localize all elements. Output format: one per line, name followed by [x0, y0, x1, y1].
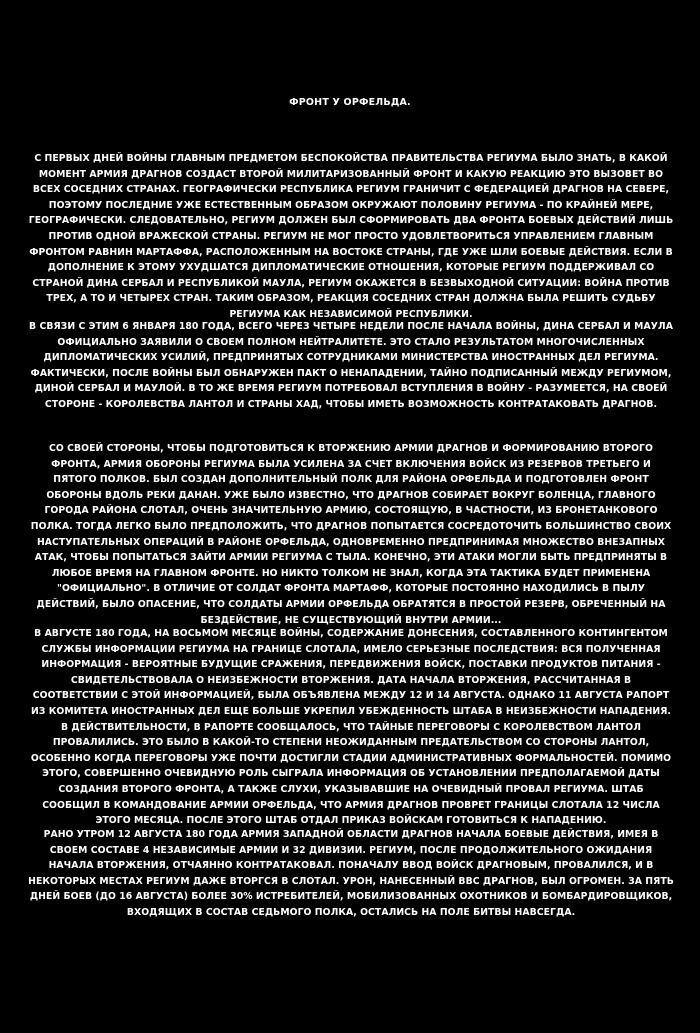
paragraph-5: РАНО УТРОМ 12 АВГУСТА 180 ГОДА АРМИЯ ЗАПАДНОЙ ОБЛАСТИ ДРАГНОВ НАЧАЛА БОЕВЫЕ ДЕЙСТВИЯ, ИМЕЯ В СВОЕМ СОСТАВЕ 4 НЕЗАВИСИМЫЕ АРМИИ И 32 ДИВИЗИИ. РЕГИУМ, ПОСЛЕ ПРОДОЛЖИТЕЛЬНОГО ОЖИДАНИЯ НАЧАЛА ВТОРЖЕНИЯ, ОТЧАЯННО КОНТРАТАКОВАЛ. ПОНАЧАЛУ ВВОД ВОЙСК ДРАГНОВЫМ, ПРОВАЛИЛСЯ, И В НЕКОТОРЫХ МЕСТАХ РЕГИУМ ДАЖЕ ВТОРГСЯ В СЛОТАЛ. УРОН, НАНЕСЕННЫЙ ВВС ДРАГНОВ, БЫЛ ОГРОМЕН. ЗА ПЯТЬ ДНЕЙ БОЕВ (ДО 16 АВГУСТА) БОЛЕЕ 30% ИСТРЕБИТЕЛЕЙ, МОБИЛИЗОВАННЫХ ОХОТНИКОВ И БОМБАРДИРОВЩИКОВ, ВХОДЯЩИХ В СОСТАВ СЕДЬМОГО ПОЛКА, ОСТАЛИСЬ НА ПОЛЕ БИТВЫ НАВСЕГДА. — [28, 829, 674, 918]
paragraph-3: СО СВОЕЙ СТОРОНЫ, ЧТОБЫ ПОДГОТОВИТЬСЯ К ВТОРЖЕНИЮ АРМИИ ДРАГНОВ И ФОРМИРОВАНИЮ ВТОРОГО ФРОНТА, АРМИЯ ОБОРОНЫ РЕГИУМА БЫЛА УСИЛЕНА ЗА СЧЕТ ВКЛЮЧЕНИЯ ВОЙСК ИЗ РЕЗЕРВОВ ТРЕТЬЕГО И ПЯТОГО ПОЛКОВ. БЫЛ СОЗДАН ДОПОЛНИТЕЛЬНЫЙ ПОЛК ДЛЯ РАЙОНА ОРФЕЛЬДА И ПОДГОТОВЛЕН ФРОНТ ОБОРОНЫ ВДОЛЬ РЕКИ ДАНАН. УЖЕ БЫЛО ИЗВЕСТНО, ЧТО ДРАГНОВ СОБИРАЕТ ВОКРУГ БОЛЕНЦА, ГЛАВНОГО ГОРОДА РАЙОНА СЛОТАЛ, ОЧЕНЬ ЗНАЧИТЕЛЬНУЮ АРМИЮ, СОСТОЯЩУЮ, В ЧАСТНОСТИ, ИЗ БРОНЕТАНКОВОГО ПОЛКА. ТОГДА ЛЕГКО БЫЛО ПРЕДПОЛОЖИТЬ, ЧТО ДРАГНОВ ПОПЫТАЕТСЯ СОСРЕДОТОЧИТЬ БОЛЬШИНСТВО СВОИХ НАСТУПАТЕЛЬНЫХ ОПЕРАЦИЙ В РАЙОНЕ ОРФЕЛЬДА, ОДНОВРЕМЕННО ПРЕДПРИНИМАЯ МНОЖЕСТВО ВНЕЗАПНЫХ АТАК, ЧТОБЫ ПОПЫТАТЬСЯ ЗАЙТИ АРМИИ РЕГИУМА С ТЫЛА. КОНЕЧНО, ЭТИ АТАКИ МОГЛИ БЫТЬ ПРЕДПРИНЯТЫ В ЛЮБОЕ ВРЕМЯ НА ГЛАВНОМ ФРОНТЕ. НО НИКТО ТОЛКОМ НЕ ЗНАЛ, КОГДА ЭТА ТАКТИКА БУДЕТ ПРИМЕНЕНА "ОФИЦИАЛЬНО". В ОТЛИЧИЕ ОТ СОЛДАТ ФРОНТА МАРТАФФ, КОТОРЫЕ ПОСТОЯННО НАХОДИЛИСЬ В ПЫЛУ ДЕЙСТВИЙ, БЫЛО ОПАСЕНИЕ, ЧТО СОЛДАТЫ АРМИИ ОРФЕЛЬДА ОБРАТЯТСЯ В ПРОСТОЙ РЕЗЕРВ, ОБРЕЧЕННЫЙ НА БЕЗДЕЙСТВИЕ, НЕ СУЩЕСТВУЮЩИЙ ВНУТРИ АРМИИ... — [30, 443, 672, 626]
paragraph-2: В СВЯЗИ С ЭТИМ 6 ЯНВАРЯ 180 ГОДА, ВСЕГО ЧЕРЕЗ ЧЕТЫРЕ НЕДЕЛИ ПОСЛЕ НАЧАЛА ВОЙНЫ, ДИНА СЕРБАЛ И МАУЛА ОФИЦИАЛЬНО ЗАЯВИЛИ О СВОЕМ ПОЛНОМ НЕЙТРАЛИТЕТЕ. ЭТО СТАЛО РЕЗУЛЬТАТОМ МНОГОЧИСЛЕННЫХ ДИПЛОМАТИЧЕСКИХ УСИЛИЙ, ПРЕДПРИНЯТЫХ СОТРУДНИКАМИ МИНИСТЕРСТВА ИНОСТРАННЫХ ДЕЛ РЕГИУМА. ФАКТИЧЕСКИ, ПОСЛЕ ВОЙНЫ БЫЛ ОБНАРУЖЕН ПАКТ О НЕНАПАДЕНИИ, ТАЙНО ПОДПИСАННЫЙ МЕЖДУ РЕГИУМОМ, ДИНОЙ СЕРБАЛ И МАУЛОЙ. В ТО ЖЕ ВРЕМЯ РЕГИУМ ПОТРЕБОВАЛ ВСТУПЛЕНИЯ В ВОЙНУ - РАЗУМЕЕТСЯ, НА СВОЕЙ СТОРОНЕ - КОРОЛЕВСТВА ЛАНТОЛ И СТРАНЫ ХАД, ЧТОБЫ ИМЕТЬ ВОЗМОЖНОСТЬ КОНТРАТАКОВАТЬ ДРАГНОВ. — [29, 321, 673, 410]
page-title: ФРОНТ У ОРФЕЛЬДА. — [289, 97, 411, 108]
paragraph-1: С ПЕРВЫХ ДНЕЙ ВОЙНЫ ГЛАВНЫМ ПРЕДМЕТОМ БЕСПОКОЙСТВА ПРАВИТЕЛЬСТВА РЕГИУМА БЫЛО ЗНАТЬ, В КАКОЙ МОМЕНТ АРМИЯ ДРАГНОВ СОЗДАСТ ВТОРОЙ МИЛИТАРИЗОВАННЫЙ ФРОНТ И КАКУЮ РЕАКЦИЮ ЭТО ВЫЗОВЕТ ВО ВСЕХ СОСЕДНИХ СТРАНАХ. ГЕОГРАФИЧЕСКИ РЕСПУБЛИКА РЕГИУМ ГРАНИЧИТ С ФЕДЕРАЦИЕЙ ДРАГНОВ НА СЕВЕРЕ, ПОЭТОМУ ПОСЛЕДНИЕ УЖЕ ЕСТЕСТВЕННЫМ ОБРАЗОМ ОКРУЖАЮТ ПОЛОВИНУ РЕГИУМА - ПО КРАЙНЕЙ МЕРЕ, ГЕОГРАФИЧЕСКИ. СЛЕДОВАТЕЛЬНО, РЕГИУМ ДОЛЖЕН БЫЛ СФОРМИРОВАТЬ ДВА ФРОНТА БОЕВЫХ ДЕЙСТВИЙ ЛИШЬ ПРОТИВ ОДНОЙ ВРАЖЕСКОЙ СТРАНЫ. РЕГИУМ НЕ МОГ ПРОСТО УДОВЛЕТВОРИТЬСЯ УПРАВЛЕНИЕМ ГЛАВНЫМ ФРОНТОМ РАВНИН МАРТАФФА, РАСПОЛОЖЕННЫМ НА ВОСТОКЕ СТРАНЫ, ГДЕ УЖЕ ШЛИ БОЕВЫЕ ДЕЙСТВИЯ. ЕСЛИ В ДОПОЛНЕНИЕ К ЭТОМУ УХУДШАТСЯ ДИПЛОМАТИЧЕСКИЕ ОТНОШЕНИЯ, КОТОРЫЕ РЕГИУМ ПОДДЕРЖИВАЛ СО СТРАНОЙ ДИНА СЕРБАЛ И РЕСПУБЛИКОЙ МАУЛА, РЕГИУМ ОКАЖЕТСЯ В БЕЗВЫХОДНОЙ СИТУАЦИИ: ВОЙНА ПРОТИВ ТРЕХ, А ТО И ЧЕТЫРЕХ СТРАН. ТАКИМ ОБРАЗОМ, РЕАКЦИЯ СОСЕДНИХ СТРАН ДОЛЖНА БЫЛА РЕШИТЬ СУДЬБУ РЕГИУМА КАК НЕЗАВИСИМОЙ РЕСПУБЛИКИ. — [28, 153, 674, 320]
paragraph-4: В АВГУСТЕ 180 ГОДА, НА ВОСЬМОМ МЕСЯЦЕ ВОЙНЫ, СОДЕРЖАНИЕ ДОНЕСЕНИЯ, СОСТАВЛЕННОГО КОНТИНГЕНТОМ СЛУЖБЫ ИНФОРМАЦИИ РЕГИУМА НА ГРАНИЦЕ СЛОТАЛА, ИМЕЛО СЕРЬЕЗНЫЕ ПОСЛЕДСТВИЯ: ВСЯ ПОЛУЧЕННАЯ ИНФОРМАЦИЯ - ВЕРОЯТНЫЕ БУДУЩИЕ СРАЖЕНИЯ, ПЕРЕДВИЖЕНИЯ ВОЙСК, ПОСТАВКИ ПРОДУКТОВ ПИТАНИЯ - СВИДЕТЕЛЬСТВОВАЛА О НЕИЗБЕЖНОСТИ ВТОРЖЕНИЯ. ДАТА НАЧАЛА ВТОРЖЕНИЯ, РАССЧИТАННАЯ В СООТВЕТСТВИИ С ЭТОЙ ИНФОРМАЦИЕЙ, БЫЛА ОБЪЯВЛЕНА МЕЖДУ 12 И 14 АВГУСТА. ОДНАКО 11 АВГУСТА РАПОРТ ИЗ КОМИТЕТА ИНОСТРАННЫХ ДЕЛ ЕЩЕ БОЛЬШЕ УКРЕПИЛ УБЕЖДЕННОСТЬ ШТАБА В НЕИЗБЕЖНОСТИ НАПАДЕНИЯ. В ДЕЙСТВИТЕЛЬНОСТИ, В РАПОРТЕ СООБЩАЛОСЬ, ЧТО ТАЙНЫЕ ПЕРЕГОВОРЫ С КОРОЛЕВСТВОМ ЛАНТОЛ ПРОВАЛИЛИСЬ. ЭТО БЫЛО В КАКОЙ-ТО СТЕПЕНИ НЕОЖИДАННЫМ ПРЕДАТЕЛЬСТВОМ СО СТОРОНЫ ЛАНТОЛ, ОСОБЕННО КОГДА ПЕРЕГОВОРЫ УЖЕ ПОЧТИ ДОСТИГЛИ СТАДИИ АДМИНИСТРАТИВНЫХ ФОРМАЛЬНОСТЕЙ. ПОМИМО ЭТОГО, СОВЕРШЕННО ОЧЕВИДНУЮ РОЛЬ СЫГРАЛА ИНФОРМАЦИЯ ОБ УСТАНОВЛЕНИИ ПРЕДПОЛАГАЕМОЙ ДАТЫ СОЗДАНИЯ ВТОРОГО ФРОНТА, А ТАКЖЕ СЛУХИ, УКАЗЫВАВШИЕ НА ОЧЕВИДНЫЙ ПРОВАЛ РЕГИУМА. ШТАБ СООБЩИЛ В КОМАНДОВАНИЕ АРМИИ ОРФЕЛЬДА, ЧТО АРМИЯ ДРАГНОВ ПРОВРЕТ ГРАНИЦЫ СЛОТАЛА 12 ЧИСЛА ЭТОГО МЕСЯЦА. ПОСЛЕ ЭТОГО ШТАБ ОТДАЛ ПРИКАЗ ВОЙСКАМ ГОТОВИТЬСЯ К НАПАДЕНИЮ. — [30, 628, 672, 827]
